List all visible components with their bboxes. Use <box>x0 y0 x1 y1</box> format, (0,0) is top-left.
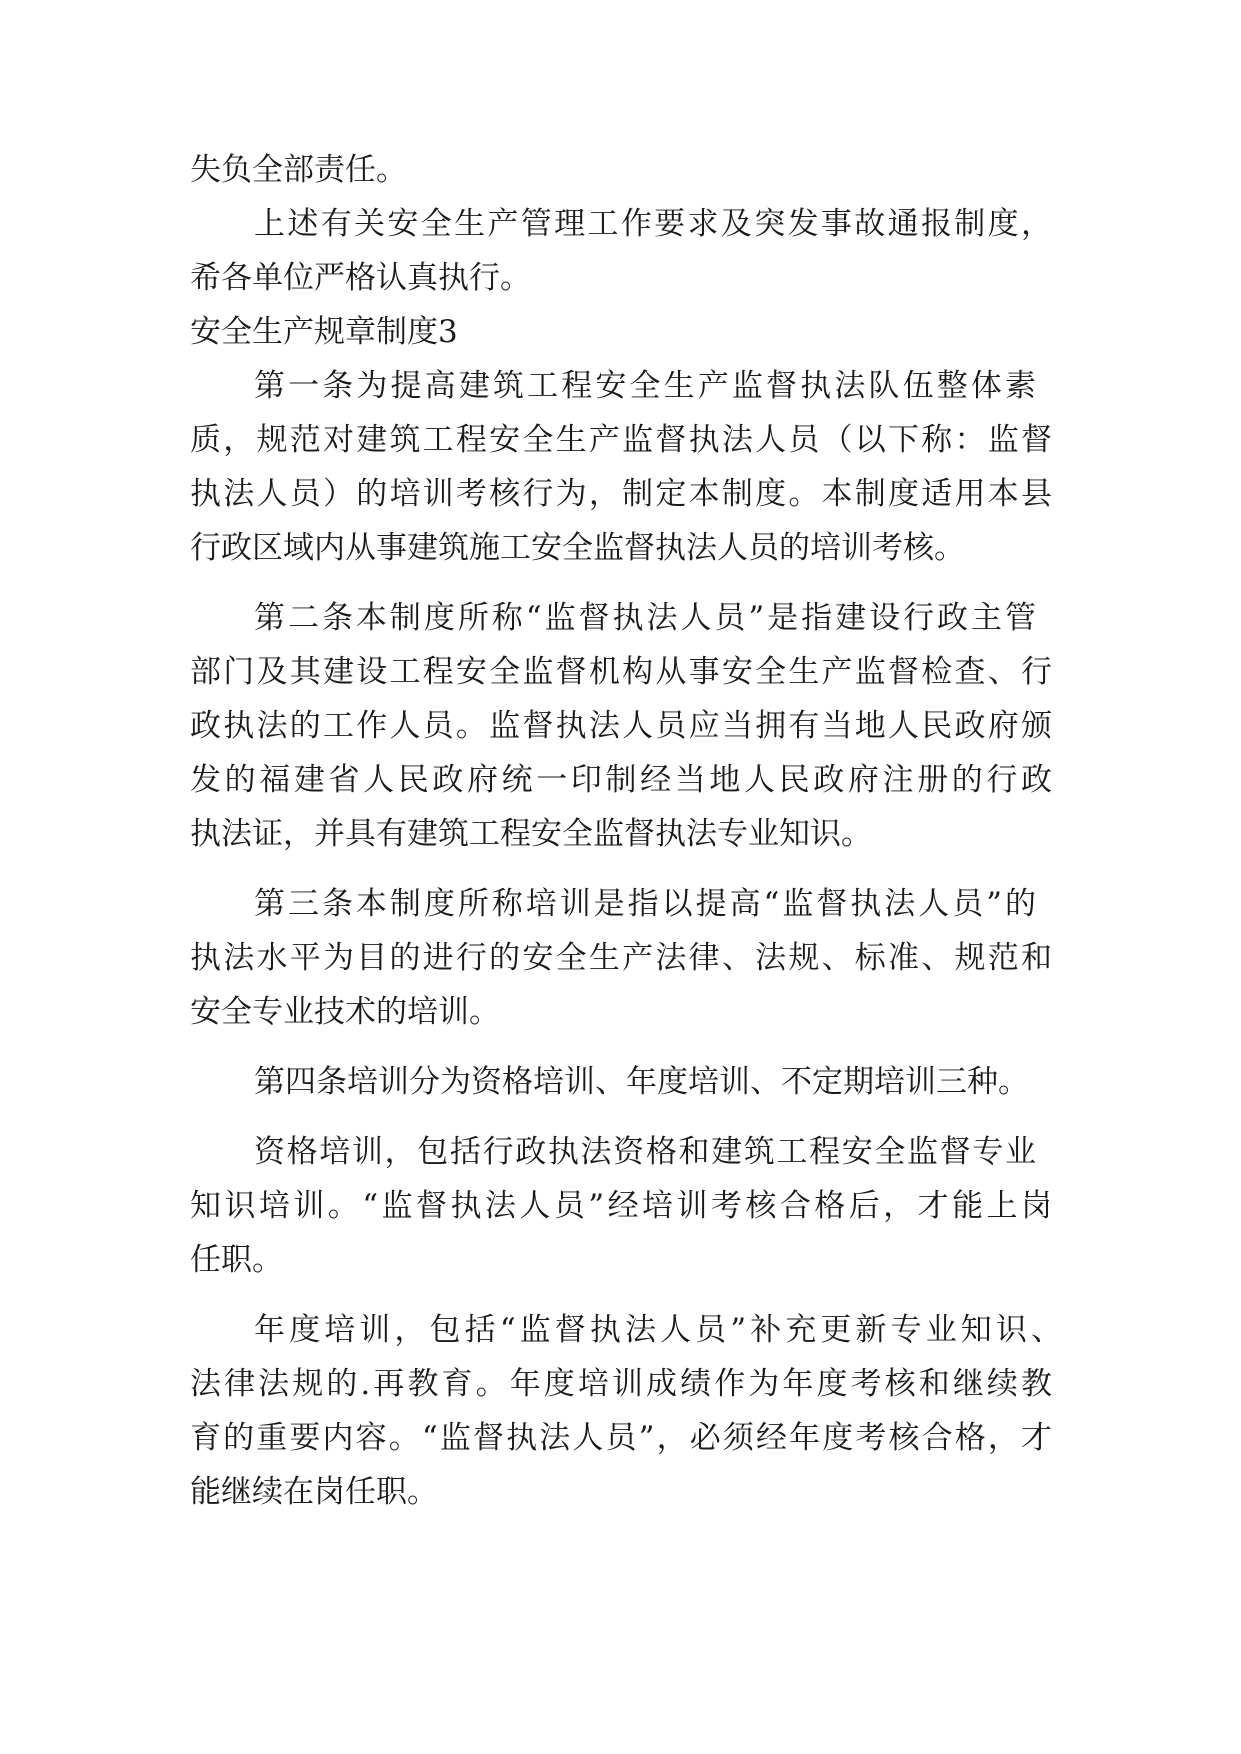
paragraph-line: 年度培训，包括“监督执法人员”补充更新专业知识、 <box>254 1312 1062 1348</box>
paragraph-line: 第一条为提高建筑工程安全生产监督执法队伍整体素 <box>254 368 1036 404</box>
paragraph-line: 第二条本制度所称“监督执法人员”是指建设行政主管 <box>254 600 1036 636</box>
paragraph-line: 政执法的工作人员。监督执法人员应当拥有当地人民政府颁 <box>190 708 1052 744</box>
paragraph-line: 失负全部责任。 <box>190 152 407 188</box>
paragraph-line: 知识培训。“监督执法人员”经培训考核合格后，才能上岗 <box>190 1188 1052 1224</box>
paragraph-line: 第三条本制度所称培训是指以提高“监督执法人员”的 <box>254 886 1036 922</box>
paragraph-line: 法律法规的.再教育。年度培训成绩作为年度考核和继续教 <box>190 1366 1052 1402</box>
paragraph-line: 资格培训，包括行政执法资格和建筑工程安全监督专业 <box>254 1134 1036 1170</box>
paragraph-line: 第四条培训分为资格培训、年度培训、不定期培训三种。 <box>254 1064 1029 1100</box>
paragraph-line: 执法人员）的培训考核行为，制定本制度。本制度适用本县 <box>190 476 1052 512</box>
paragraph-line: 质，规范对建筑工程安全生产监督执法人员（以下称：监督 <box>190 422 1052 458</box>
paragraph-line: 育的重要内容。“监督执法人员”，必须经年度考核合格，才 <box>190 1420 1052 1456</box>
paragraph-line: 上述有关安全生产管理工作要求及突发事故通报制度， <box>254 206 1052 242</box>
paragraph-line: 行政区域内从事建筑施工安全监督执法人员的培训考核。 <box>190 530 965 566</box>
paragraph-line: 执法证，并具有建筑工程安全监督执法专业知识。 <box>190 816 872 852</box>
paragraph-line: 能继续在岗任职。 <box>190 1474 438 1510</box>
paragraph-line: 希各单位严格认真执行。 <box>190 260 531 296</box>
paragraph-line: 任职。 <box>190 1242 283 1278</box>
paragraph-line: 发的福建省人民政府统一印制经当地人民政府注册的行政 <box>190 762 1052 798</box>
section-heading: 安全生产规章制度3 <box>190 314 458 350</box>
paragraph-line: 部门及其建设工程安全监督机构从事安全生产监督检查、行 <box>190 654 1052 690</box>
paragraph-line: 执法水平为目的进行的安全生产法律、法规、标准、规范和 <box>190 940 1052 976</box>
paragraph-line: 安全专业技术的培训。 <box>190 994 500 1030</box>
